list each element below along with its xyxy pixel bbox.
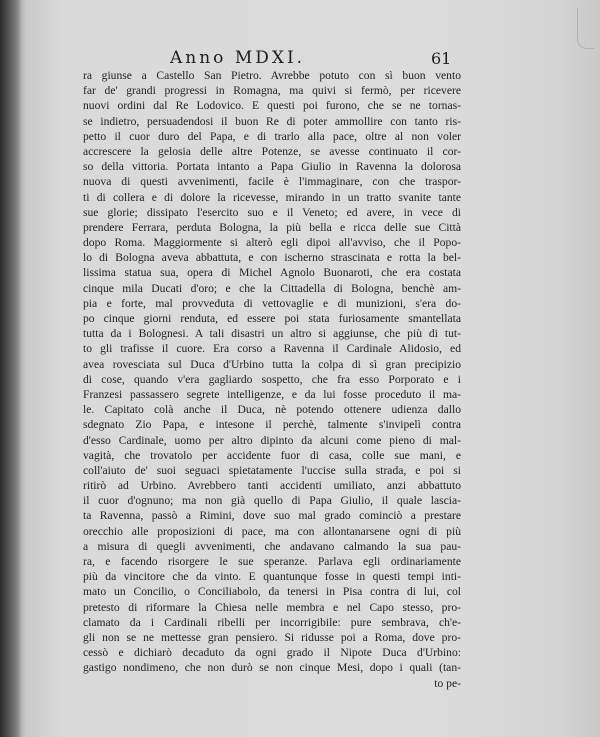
- text-line: cinque mila Ducati d'oro; e che la Cittadella di Bologna, benchè am-: [83, 281, 461, 295]
- text-line: ritirò ad Urbino. Avrebbero tanti accidenti umiliato, anzi abbattuto: [83, 479, 461, 493]
- text-line: ti di collera e di dolore la ricevesse, mirando in un tratto svanite tante: [83, 190, 461, 204]
- text-line: far de' grandi progressi in Romagna, ma quivi si fermò, per ricevere: [83, 84, 461, 98]
- text-line: nuova di questi avvenimenti, facile è l'immaginare, con che traspor-: [83, 175, 461, 189]
- text-line: più da vincitore che da vinto. E quantunque fosse in questi tempi inti-: [83, 570, 461, 584]
- text-line: gli non se ne mettesse gran pensiero. Si ridusse poi a Roma, dove pro-: [83, 630, 461, 644]
- text-line: se indietro, persuadendosi il buon Re di poter ammollire con tanto ris-: [83, 114, 461, 128]
- text-line: a misura di quegli avvenimenti, che andavano calmando la sua pau-: [83, 539, 461, 553]
- text-line: sdegnato Zio Papa, e intesone il perchè, talmente s'invipelì contra: [83, 418, 461, 432]
- running-title: Anno MDXI.: [170, 48, 306, 68]
- text-line: pretesto di riformare la Chiesa nelle membra e nel Capo stesso, pro-: [83, 600, 461, 614]
- text-line: vagità, che trovatolo per accidente fuor di casa, colle sue mani, e: [83, 448, 461, 462]
- text-line: nuovi ordini dal Re Lodovico. E questi poi furono, che se ne tornas-: [83, 99, 461, 113]
- text-line: ra giunse a Castello San Pietro. Avrebbe potuto con sì buon vento: [83, 69, 461, 82]
- text-line: lo di Bologna aveva abbattuta, e con ischerno strascinata e rotta la bel-: [83, 251, 461, 265]
- body-text: [83, 68, 461, 691]
- text-line: gastigo nondimeno, che non durò se non cinque Mesi, dopo i quali (tan-: [83, 661, 461, 675]
- text-line: sue glorie; dissipato l'esercito suo e il Veneto; ed avere, in vece di: [83, 205, 461, 219]
- text-line: lissima statua sua, opera di Michel Agnolo Buonaroti, che era costata: [83, 266, 461, 280]
- text-line: to gli trafisse il cuore. Era corso a Ravenna il Cardinale Alidosio, ed: [83, 342, 461, 356]
- text-line: petto il cuor duro del Papa, e di trarlo alla pace, oltre al non voler: [83, 129, 461, 143]
- text-line: cessò e dichiarò decaduto da ogni grado il Nipote Duca d'Urbino:: [83, 646, 461, 660]
- text-line: accrescere la gelosia delle altre Potenze, se avesse continuato il cor-: [83, 144, 461, 158]
- binding-shadow: [0, 0, 22, 737]
- text-line: le. Capitato colà anche il Duca, nè potendo ottenere udienza dallo: [83, 403, 461, 417]
- text-line: so della vittoria. Portata intanto a Papa Giulio in Ravenna la dolorosa: [83, 160, 461, 174]
- text-line: pia e forte, mal provveduta di vettovaglie e di munizioni, s'era do-: [83, 296, 461, 310]
- text-line: orecchio alle proposizioni di pace, ma con allontanarsene ogni di più: [83, 524, 461, 538]
- text-line: di cose, quando v'era gagliardo sospetto, che fra esso Porporato e i: [83, 372, 461, 386]
- catchword: to pe-: [434, 676, 461, 690]
- text-line: tutta da i Bolognesi. A tali disastri un altro si aggiunse, che più di tut-: [83, 327, 461, 341]
- text-line: prendere Ferrara, perduta Bologna, la più bella e ricca delle sue Città: [83, 220, 461, 234]
- text-line: d'esso Cardinale, uomo per altro dipinto da alcuni come pieno di mal-: [83, 433, 461, 447]
- text-line: po cinque giorni renduta, ed essere poi stata furiosamente smantellata: [83, 312, 461, 325]
- text-line: ra, e facendo risorgere le sue speranze. Parlava egli ordinariamente: [83, 555, 461, 568]
- text-line: il cuor d'ognuno; ma non già quello di Papa Giulio, il quale lascia-: [83, 494, 461, 508]
- text-line: coll'aiuto de' suoi seguaci spietatamente l'uccise sulla strada, e poi si: [83, 463, 461, 477]
- page-number: 61: [431, 49, 452, 68]
- text-line: avea rovesciata sul Duca d'Urbino tutta la colpa di sì gran precipizio: [83, 357, 461, 371]
- text-line: Franzesi passassero segrete intelligenze, e da lui fosse proceduto il ma-: [83, 387, 461, 401]
- text-line: mato un Concilio, o Conciliabolo, da tenersi in Pisa contra di lui, col: [83, 585, 461, 599]
- text-line: ta Ravenna, passò a Rimini, dove suo mal grado cominciò a prestare: [83, 509, 461, 523]
- text-line: dopo Roma. Maggiormente si alterò egli dipoi all'avviso, che il Popo-: [83, 236, 461, 250]
- text-line: clamato da i Cardinali ribelli per incorrigibile: pure sembrava, ch'e-: [83, 615, 461, 629]
- margin-mark: [577, 8, 594, 49]
